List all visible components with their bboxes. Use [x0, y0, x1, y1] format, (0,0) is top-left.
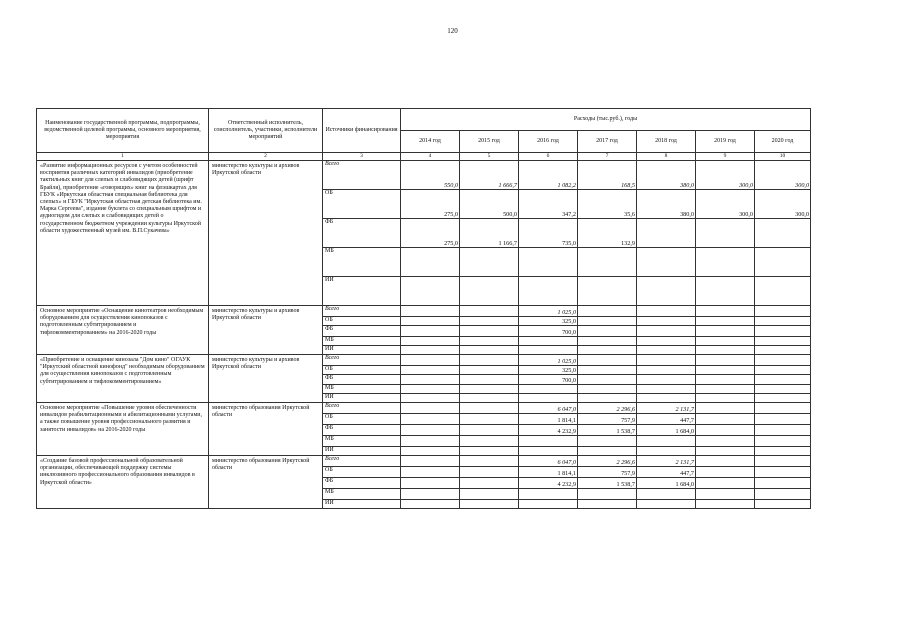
value-cell: [755, 375, 811, 385]
column-number: 3: [323, 153, 401, 161]
value-cell: [460, 467, 519, 478]
value-cell: [578, 436, 637, 447]
value-cell: [637, 394, 696, 403]
value-cell: [401, 467, 460, 478]
value-cell: [755, 317, 811, 326]
value-cell: [401, 414, 460, 425]
value-cell: [637, 346, 696, 355]
value-cell: [401, 436, 460, 447]
source-cell: МБ: [323, 337, 401, 346]
source-cell: ФБ: [323, 478, 401, 489]
value-cell: 4 232,9: [519, 478, 578, 489]
value-cell: [755, 326, 811, 337]
value-cell: [696, 355, 755, 366]
page-number: 120: [447, 27, 458, 35]
column-number: 5: [460, 153, 519, 161]
header-program: Наименование государственной программы, подпрограммы, ведомственной целевой программы, основного мероприятия, мероприятия: [37, 109, 209, 153]
value-cell: [578, 355, 637, 366]
value-cell: 2 131,7: [637, 403, 696, 414]
source-cell: ОБ: [323, 467, 401, 478]
budget-table: [36, 108, 811, 509]
value-cell: [401, 317, 460, 326]
value-cell: [578, 346, 637, 355]
value-cell: [578, 317, 637, 326]
value-cell: [637, 248, 696, 277]
value-cell: [460, 337, 519, 346]
source-cell: Всего: [323, 456, 401, 467]
responsible-cell: министерство образования Иркутской области: [209, 403, 323, 456]
source-cell: ОБ: [323, 317, 401, 326]
value-cell: [401, 456, 460, 467]
value-cell: [637, 500, 696, 509]
source-cell: ФБ: [323, 219, 401, 248]
program-name-cell: Основное мероприятие «Повышение уровня обеспеченности инвалидов реабилитационными и абилитационными услугами, а также повышение уровня профессионального развития и занятости инвалидов» на 2016-2020 годы: [37, 403, 209, 456]
header-year: 2014 год: [401, 131, 460, 153]
table-row: [37, 161, 811, 190]
source-cell: ИИ: [323, 394, 401, 403]
value-cell: [401, 478, 460, 489]
value-cell: 1 025,0: [519, 355, 578, 366]
value-cell: 447,7: [637, 414, 696, 425]
header-year: 2020 год: [755, 131, 811, 153]
column-number: 8: [637, 153, 696, 161]
value-cell: [696, 403, 755, 414]
table-row: [37, 403, 811, 414]
column-number: 7: [578, 153, 637, 161]
value-cell: 380,0: [637, 190, 696, 219]
value-cell: 1 025,0: [519, 306, 578, 317]
value-cell: [578, 337, 637, 346]
value-cell: [401, 248, 460, 277]
value-cell: [519, 436, 578, 447]
value-cell: 2 296,6: [578, 456, 637, 467]
value-cell: [755, 447, 811, 456]
value-cell: [401, 489, 460, 500]
value-cell: [401, 394, 460, 403]
value-cell: [519, 277, 578, 306]
program-name-cell: «Приобретение и оснащение кинозала "Дом кино" ОГАУК "Иркутский областной кинофонд" необходимым оборудованием для осуществления кинопоказов с подготовленным субтитрированием и тифлокомментированием»: [37, 355, 209, 403]
program-name-cell: «Создание базовой профессиональной образовательной организации, обеспечивающей поддержку системы инклюзивного профессионального образования инвалидов в Иркутской области»: [37, 456, 209, 509]
value-cell: 447,7: [637, 467, 696, 478]
value-cell: [755, 394, 811, 403]
source-cell: ИИ: [323, 447, 401, 456]
value-cell: [755, 248, 811, 277]
value-cell: [578, 277, 637, 306]
value-cell: 300,0: [755, 161, 811, 190]
value-cell: [460, 425, 519, 436]
value-cell: [755, 306, 811, 317]
value-cell: [460, 355, 519, 366]
value-cell: [401, 355, 460, 366]
value-cell: [401, 306, 460, 317]
value-cell: 300,0: [696, 161, 755, 190]
program-name-cell: Основное мероприятие «Оснащение кинотеатров необходимым оборудованием для осуществления кинопоказов с подготовленным субтитрированием и тифлокомментированием» на 2016-2020 годы: [37, 306, 209, 355]
value-cell: [460, 436, 519, 447]
column-number: 9: [696, 153, 755, 161]
value-cell: [755, 500, 811, 509]
value-cell: [696, 500, 755, 509]
value-cell: 6 047,0: [519, 403, 578, 414]
value-cell: [755, 385, 811, 394]
value-cell: [696, 306, 755, 317]
value-cell: [755, 456, 811, 467]
value-cell: [637, 436, 696, 447]
value-cell: [696, 436, 755, 447]
value-cell: 757,9: [578, 467, 637, 478]
column-number: 10: [755, 153, 811, 161]
value-cell: [460, 478, 519, 489]
header-year: 2018 год: [637, 131, 696, 153]
value-cell: [578, 248, 637, 277]
source-cell: ОБ: [323, 366, 401, 375]
source-cell: МБ: [323, 385, 401, 394]
value-cell: [637, 219, 696, 248]
value-cell: [460, 456, 519, 467]
value-cell: [460, 489, 519, 500]
value-cell: [637, 489, 696, 500]
value-cell: 35,6: [578, 190, 637, 219]
value-cell: [696, 326, 755, 337]
source-cell: Всего: [323, 403, 401, 414]
source-cell: МБ: [323, 248, 401, 277]
value-cell: [401, 326, 460, 337]
value-cell: [401, 425, 460, 436]
value-cell: [460, 366, 519, 375]
value-cell: 700,0: [519, 375, 578, 385]
value-cell: 325,0: [519, 317, 578, 326]
source-cell: МБ: [323, 489, 401, 500]
value-cell: 2 296,6: [578, 403, 637, 414]
value-cell: 300,0: [696, 190, 755, 219]
value-cell: [637, 277, 696, 306]
value-cell: [755, 414, 811, 425]
column-number: 6: [519, 153, 578, 161]
source-cell: ФБ: [323, 326, 401, 337]
value-cell: 1 814,1: [519, 467, 578, 478]
value-cell: [401, 500, 460, 509]
value-cell: [519, 337, 578, 346]
table-row: [37, 456, 811, 467]
value-cell: [755, 478, 811, 489]
source-cell: ФБ: [323, 375, 401, 385]
value-cell: 500,0: [460, 190, 519, 219]
source-cell: МБ: [323, 436, 401, 447]
value-cell: [696, 337, 755, 346]
value-cell: [696, 394, 755, 403]
value-cell: 550,0: [401, 161, 460, 190]
header-year: 2019 год: [696, 131, 755, 153]
responsible-cell: министерство образования Иркутской области: [209, 456, 323, 509]
value-cell: 1 814,1: [519, 414, 578, 425]
value-cell: 347,2: [519, 190, 578, 219]
value-cell: [578, 306, 637, 317]
value-cell: [637, 366, 696, 375]
header-year: 2017 год: [578, 131, 637, 153]
value-cell: [696, 346, 755, 355]
value-cell: [578, 500, 637, 509]
column-number: 4: [401, 153, 460, 161]
value-cell: [460, 385, 519, 394]
value-cell: [696, 489, 755, 500]
value-cell: [696, 375, 755, 385]
value-cell: [401, 375, 460, 385]
value-cell: [755, 277, 811, 306]
value-cell: [696, 385, 755, 394]
value-cell: [519, 500, 578, 509]
value-cell: [696, 414, 755, 425]
source-cell: ИИ: [323, 346, 401, 355]
source-cell: ОБ: [323, 190, 401, 219]
value-cell: [637, 317, 696, 326]
value-cell: [578, 447, 637, 456]
value-cell: [755, 366, 811, 375]
value-cell: [401, 337, 460, 346]
value-cell: 275,0: [401, 219, 460, 248]
value-cell: [519, 248, 578, 277]
value-cell: [519, 346, 578, 355]
value-cell: [519, 489, 578, 500]
responsible-cell: министерство культуры и архивов Иркутской области: [209, 306, 323, 355]
value-cell: [401, 403, 460, 414]
value-cell: [637, 355, 696, 366]
value-cell: [460, 414, 519, 425]
value-cell: [755, 436, 811, 447]
value-cell: [696, 478, 755, 489]
header-source: Источники финансирования: [323, 109, 401, 153]
source-cell: ФБ: [323, 425, 401, 436]
value-cell: 2 131,7: [637, 456, 696, 467]
value-cell: [460, 500, 519, 509]
value-cell: [755, 337, 811, 346]
value-cell: 380,0: [637, 161, 696, 190]
value-cell: [696, 456, 755, 467]
value-cell: [460, 317, 519, 326]
value-cell: [578, 366, 637, 375]
value-cell: 1 684,0: [637, 425, 696, 436]
value-cell: [401, 277, 460, 306]
value-cell: [755, 219, 811, 248]
value-cell: [755, 355, 811, 366]
column-number: 2: [209, 153, 323, 161]
value-cell: [460, 346, 519, 355]
value-cell: [696, 277, 755, 306]
value-cell: [755, 425, 811, 436]
value-cell: [460, 375, 519, 385]
value-cell: 1 684,0: [637, 478, 696, 489]
header-expenses: Расходы (тыс.руб.), годы: [401, 109, 811, 131]
value-cell: [519, 385, 578, 394]
table-row: [37, 306, 811, 317]
value-cell: [696, 219, 755, 248]
value-cell: [460, 277, 519, 306]
value-cell: [696, 366, 755, 375]
value-cell: 275,0: [401, 190, 460, 219]
value-cell: [460, 447, 519, 456]
value-cell: [401, 346, 460, 355]
responsible-cell: министерство культуры и архивов Иркутской области: [209, 161, 323, 306]
value-cell: [696, 425, 755, 436]
value-cell: [637, 385, 696, 394]
header-year: 2016 год: [519, 131, 578, 153]
value-cell: [637, 375, 696, 385]
value-cell: 4 232,9: [519, 425, 578, 436]
value-cell: [578, 375, 637, 385]
value-cell: [637, 337, 696, 346]
header-responsible: Ответственный исполнитель, соисполнитель, участники, исполнители мероприятий: [209, 109, 323, 153]
value-cell: [401, 366, 460, 375]
value-cell: [401, 447, 460, 456]
value-cell: 132,9: [578, 219, 637, 248]
value-cell: 1 538,7: [578, 478, 637, 489]
value-cell: [578, 326, 637, 337]
column-number: 1: [37, 153, 209, 161]
program-name-cell: «Развитие информационных ресурсов с учетом особенностей восприятия различных категорий инвалидов (приобретение тактильных книг для слепых и слабовидящих детей (шрифт Брайля), приобретение «говорящих» книг на флэшкартах для ГБУК «Иркутская областная специальная библиотека для слепых» и ГБУК "Иркутская областная детская библиотека им. Марка Сергеева", издание буклета со специальным шрифтом и аудиогидом для слепых и слабовидящих детей о государственном бюджетном учреждении культуры Иркутской области художественный музей им. В.П.Сукачева»: [37, 161, 209, 306]
value-cell: 6 047,0: [519, 456, 578, 467]
source-cell: Всего: [323, 161, 401, 190]
source-cell: Всего: [323, 355, 401, 366]
value-cell: 757,9: [578, 414, 637, 425]
responsible-cell: министерство культуры и архивов Иркутской области: [209, 355, 323, 403]
value-cell: [519, 394, 578, 403]
value-cell: [696, 447, 755, 456]
value-cell: [696, 317, 755, 326]
value-cell: 1 166,7: [460, 219, 519, 248]
value-cell: [755, 489, 811, 500]
value-cell: [401, 385, 460, 394]
source-cell: ИИ: [323, 277, 401, 306]
value-cell: 300,0: [755, 190, 811, 219]
value-cell: [637, 447, 696, 456]
value-cell: [755, 467, 811, 478]
value-cell: 168,5: [578, 161, 637, 190]
value-cell: 735,0: [519, 219, 578, 248]
value-cell: [460, 326, 519, 337]
value-cell: [755, 346, 811, 355]
value-cell: 325,0: [519, 366, 578, 375]
value-cell: [460, 394, 519, 403]
value-cell: [637, 326, 696, 337]
value-cell: [696, 248, 755, 277]
value-cell: [578, 385, 637, 394]
value-cell: [578, 489, 637, 500]
table-row: [37, 355, 811, 366]
source-cell: ОБ: [323, 414, 401, 425]
value-cell: [696, 467, 755, 478]
value-cell: [637, 306, 696, 317]
value-cell: [460, 403, 519, 414]
source-cell: Всего: [323, 306, 401, 317]
value-cell: [578, 394, 637, 403]
value-cell: [755, 403, 811, 414]
value-cell: [519, 447, 578, 456]
source-cell: ИИ: [323, 500, 401, 509]
value-cell: 1 666,7: [460, 161, 519, 190]
value-cell: 1 538,7: [578, 425, 637, 436]
value-cell: 700,0: [519, 326, 578, 337]
value-cell: [460, 306, 519, 317]
value-cell: [460, 248, 519, 277]
value-cell: 1 082,2: [519, 161, 578, 190]
header-year: 2015 год: [460, 131, 519, 153]
